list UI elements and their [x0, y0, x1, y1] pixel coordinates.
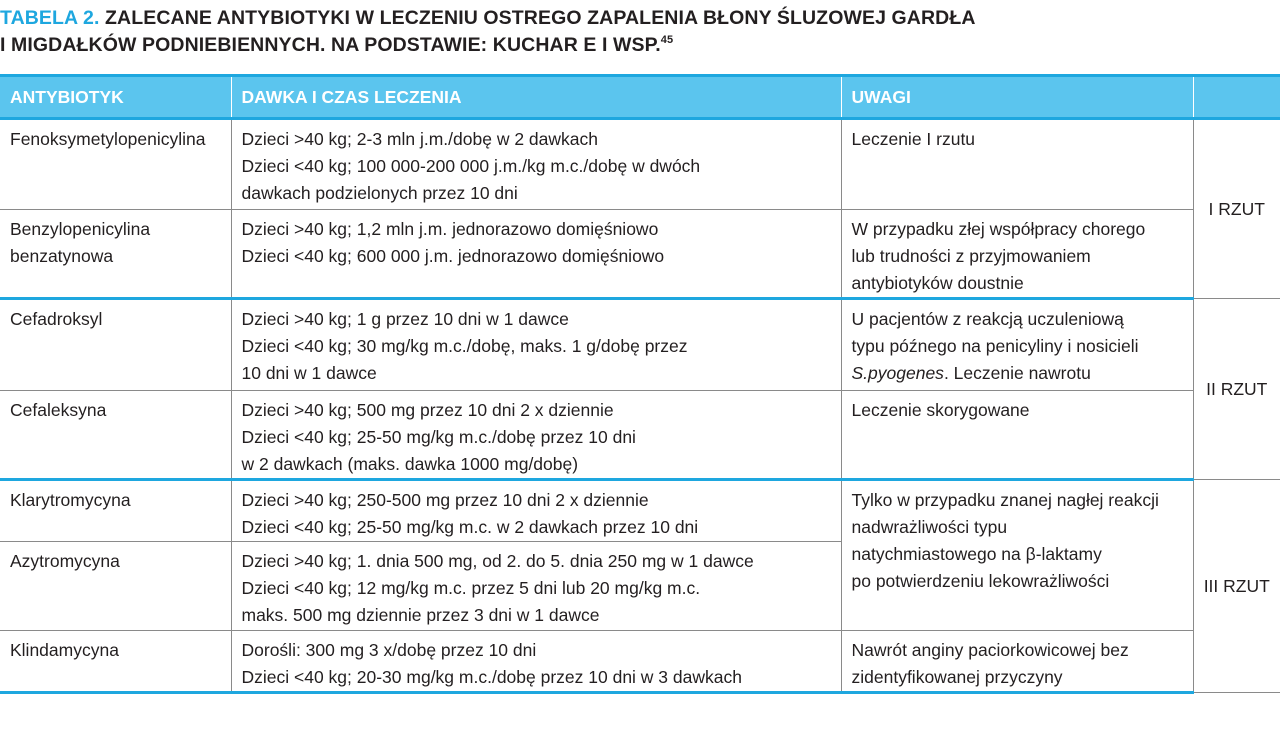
- header-line: [1193, 76, 1280, 119]
- notes-line: Nawrót anginy paciorkowicowej bez: [851, 640, 1129, 660]
- cell-line-first: I RZUT: [1193, 119, 1280, 299]
- cell-notes: [841, 119, 1193, 210]
- notes-line: typu późnego na penicyliny i nosicieli: [851, 336, 1139, 356]
- cell-antibiotic: [0, 119, 231, 210]
- table-header-row: [0, 76, 1280, 119]
- cell-dose: [231, 631, 841, 693]
- cell-dose: [231, 480, 841, 542]
- dose-line: Dzieci >40 kg; 1 g przez 10 dni w 1 dawce: [241, 309, 569, 329]
- antibiotics-table: [0, 74, 1280, 694]
- cell-antibiotic: [0, 480, 231, 542]
- dose-line: Dzieci >40 kg; 1,2 mln j.m. jednorazowo domięśniowo: [241, 219, 659, 239]
- notes-tail: . Leczenie nawrotu: [943, 363, 1091, 383]
- dose-line: Dzieci <40 kg; 600 000 j.m. jednorazowo domięśniowo: [241, 246, 665, 266]
- cell-dose: [231, 299, 841, 391]
- dose-line: Dzieci >40 kg; 250-500 mg przez 10 dni 2 x dziennie: [241, 490, 649, 510]
- cell-antibiotic: [0, 299, 231, 391]
- notes-line: Leczenie skorygowane: [851, 400, 1030, 420]
- caption-reference: 45: [660, 34, 674, 46]
- cell-antibiotic: [0, 631, 231, 693]
- caption-line-1: [0, 5, 1270, 32]
- antibiotic-name: Cefadroksyl: [10, 309, 103, 329]
- cell-antibiotic: [0, 391, 231, 480]
- table-caption: [0, 5, 1270, 59]
- notes-line: [852, 360, 1183, 387]
- antibiotic-name: Benzylopenicylina: [10, 219, 151, 239]
- notes-line: natychmiastowego na β-laktamy: [851, 544, 1102, 564]
- cell-antibiotic: [0, 542, 231, 631]
- antibiotic-name: Fenoksymetylopenicylina: [10, 129, 206, 149]
- notes-italic-organism: S.pyogenes: [851, 363, 944, 383]
- notes-line: Tylko w przypadku znanej nagłej reakcji: [851, 490, 1159, 510]
- header-antibiotic: ANTYBIOTYK: [0, 76, 231, 119]
- cell-line-second: II RZUT: [1193, 299, 1280, 480]
- dose-line: Dzieci <40 kg; 30 mg/kg m.c./dobę, maks. 1 g/dobę przez: [241, 336, 688, 356]
- notes-line: Leczenie I rzutu: [851, 129, 976, 149]
- header-dose: DAWKA I CZAS LECZENIA: [231, 76, 841, 119]
- cell-line-third: III RZUT: [1193, 480, 1280, 693]
- antibiotic-name: Azytromycyna: [10, 551, 120, 571]
- notes-line: po potwierdzeniu lekowrażliwości: [851, 571, 1110, 591]
- cell-antibiotic: [0, 210, 231, 299]
- notes-line: lub trudności z przyjmowaniem: [851, 246, 1091, 266]
- dose-line: Dzieci <40 kg; 100 000-200 000 j.m./kg m.c./dobę w dwóch: [241, 156, 701, 176]
- table-row: [0, 210, 1280, 299]
- cell-dose: [231, 210, 841, 299]
- antibiotic-name: Cefaleksyna: [10, 400, 107, 420]
- table-row: [0, 631, 1280, 693]
- header-notes: UWAGI: [841, 76, 1193, 119]
- caption-label: TABELA 2.: [0, 7, 100, 29]
- notes-line: nadwrażliwości typu: [851, 517, 1008, 537]
- dose-line: Dzieci <40 kg; 12 mg/kg m.c. przez 5 dni lub 20 mg/kg m.c.: [241, 578, 701, 598]
- caption-title-line-2: I MIGDAŁKÓW PODNIEBIENNYCH. NA PODSTAWIE: KUCHAR E I WSP.: [0, 34, 661, 56]
- notes-line: antybiotyków doustnie: [851, 273, 1024, 293]
- dose-line: Dzieci <40 kg; 25-50 mg/kg m.c. w 2 dawkach przez 10 dni: [241, 517, 699, 537]
- cell-notes: [841, 391, 1193, 480]
- dose-line: Dzieci >40 kg; 2-3 mln j.m./dobę w 2 dawkach: [241, 129, 598, 149]
- dose-line: maks. 500 mg dziennie przez 3 dni w 1 dawce: [241, 605, 600, 625]
- notes-line: W przypadku złej współpracy chorego: [851, 219, 1146, 239]
- cell-notes-macrolides: [841, 480, 1193, 631]
- cell-notes: [841, 631, 1193, 693]
- table-row: [0, 299, 1280, 391]
- dose-line: Dzieci <40 kg; 20-30 mg/kg m.c./dobę przez 10 dni w 3 dawkach: [241, 667, 742, 687]
- dose-line: Dorośli: 300 mg 3 x/dobę przez 10 dni: [241, 640, 537, 660]
- dose-line: Dzieci >40 kg; 500 mg przez 10 dni 2 x dziennie: [241, 400, 614, 420]
- caption-line-2: [0, 32, 1270, 59]
- cell-notes: [841, 210, 1193, 299]
- caption-title-line-1: ZALECANE ANTYBIOTYKI W LECZENIU OSTREGO ZAPALENIA BŁONY ŚLUZOWEJ GARDŁA: [105, 7, 976, 29]
- cell-dose: [231, 119, 841, 210]
- antibiotic-name: Klarytromycyna: [10, 490, 131, 510]
- antibiotic-name: Klindamycyna: [10, 640, 119, 660]
- cell-dose: [231, 391, 841, 480]
- antibiotic-name: benzatynowa: [10, 246, 114, 266]
- cell-notes: [841, 299, 1193, 391]
- table-row: [0, 391, 1280, 480]
- table-row: [0, 480, 1280, 542]
- notes-line: U pacjentów z reakcją uczuleniową: [851, 309, 1124, 329]
- dose-line: Dzieci >40 kg; 1. dnia 500 mg, od 2. do 5. dnia 250 mg w 1 dawce: [241, 551, 754, 571]
- dose-line: w 2 dawkach (maks. dawka 1000 mg/dobę): [241, 454, 579, 474]
- notes-line: zidentyfikowanej przyczyny: [851, 667, 1063, 687]
- cell-dose: [231, 542, 841, 631]
- dose-line: Dzieci <40 kg; 25-50 mg/kg m.c./dobę przez 10 dni: [241, 427, 636, 447]
- dose-line: dawkach podzielonych przez 10 dni: [241, 183, 518, 203]
- table-row: [0, 119, 1280, 210]
- dose-line: 10 dni w 1 dawce: [241, 363, 377, 383]
